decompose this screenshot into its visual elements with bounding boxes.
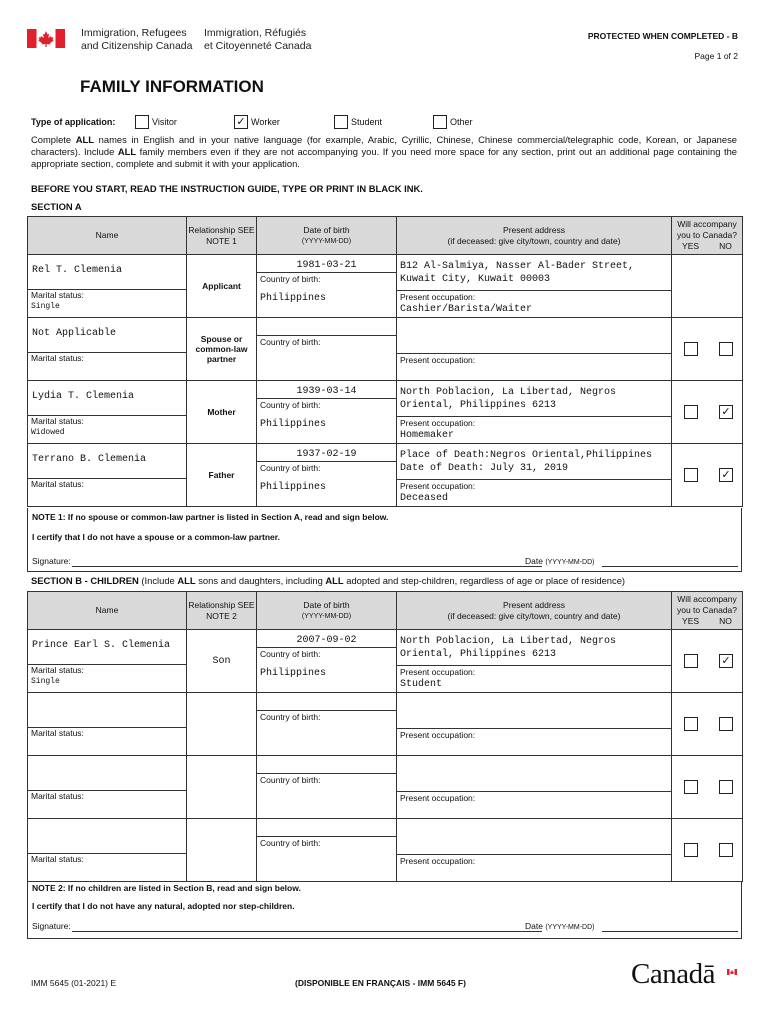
application-type-row — [31, 115, 751, 131]
accompany-no-checkbox[interactable] — [719, 342, 733, 356]
accompany-no-checkbox[interactable] — [719, 405, 733, 419]
page-title: FAMILY INFORMATION — [80, 77, 264, 96]
address-cell[interactable] — [397, 630, 672, 693]
dob-value: 1981-03-21 — [296, 260, 357, 271]
address-header-text: Present address — [503, 224, 565, 235]
section-a-table — [27, 216, 743, 507]
dob-cell[interactable] — [257, 819, 397, 882]
accompany-cell — [672, 819, 743, 882]
country-of-birth-value: Philippines — [260, 293, 327, 304]
relationship-value: Applicant — [202, 281, 241, 291]
member-row — [28, 318, 743, 381]
marital-status-value: Widowed — [31, 428, 65, 437]
address-cell[interactable] — [397, 255, 672, 318]
dob-separator — [257, 461, 396, 462]
note1-signature-label: Signature: — [32, 556, 71, 566]
section-b-title — [31, 575, 625, 586]
occupation-value: Homemaker — [400, 430, 455, 441]
relationship-value: Father — [208, 470, 235, 480]
accompany-cell — [672, 756, 743, 819]
relationship-cell[interactable] — [187, 444, 257, 507]
occupation-value: Deceased — [400, 493, 449, 504]
note2-signature-field[interactable] — [72, 931, 542, 932]
name-cell[interactable] — [28, 318, 187, 381]
marital-status-label: Marital status: — [31, 791, 84, 801]
relationship-cell[interactable] — [187, 693, 257, 756]
note1-date-field[interactable] — [602, 566, 738, 567]
note1-box — [27, 508, 742, 572]
dob-format-text: (YYYY-MM-DD) — [301, 612, 352, 620]
occupation-label: Present occupation: — [400, 793, 476, 803]
accompany-yes-checkbox[interactable] — [684, 468, 698, 482]
relationship-value — [187, 819, 256, 881]
address-cell[interactable] — [397, 444, 672, 507]
relationship-cell[interactable] — [187, 756, 257, 819]
note2-signature-label: Signature: — [32, 921, 71, 931]
occupation-label: Present occupation: — [400, 856, 476, 866]
agency-fr-line1: Immigration, Réfugiés — [204, 27, 307, 39]
member-row — [28, 381, 743, 444]
note2-text: NOTE 2: If no children are listed in Section B, read and sign below. — [32, 883, 301, 893]
accompany-yes-checkbox[interactable] — [684, 717, 698, 731]
other-checkbox[interactable] — [433, 115, 447, 129]
dob-format-text: (YYYY-MM-DD) — [301, 237, 352, 245]
dob-separator — [257, 272, 396, 273]
occupation-label: Present occupation: — [400, 667, 476, 677]
country-of-birth-label: Country of birth: — [260, 775, 321, 785]
section-b-title-all1: ALL — [177, 575, 196, 586]
no-header: NO — [719, 616, 732, 626]
accompany-no-checkbox[interactable] — [719, 654, 733, 668]
dob-value: 1937-02-19 — [296, 449, 357, 460]
section-b-table — [27, 591, 743, 882]
address-column-header — [397, 592, 672, 630]
relationship-value: Mother — [207, 407, 236, 417]
relationship-header-text: Relationship SEE NOTE 2 — [188, 599, 255, 621]
note2-date-label — [525, 921, 594, 931]
instructions-paragraph — [31, 134, 737, 170]
address-value: North Poblacion, La Libertad, Negros Oriental, Philippines 6213 — [400, 387, 617, 411]
note1-text: NOTE 1: If no spouse or common-law partner is listed in Section A, read and sign below. — [32, 512, 389, 522]
accompany-cell — [672, 318, 743, 381]
occupation-label: Present occupation: — [400, 418, 476, 428]
relationship-cell[interactable] — [187, 381, 257, 444]
address-separator — [397, 665, 671, 666]
occupation-label: Present occupation: — [400, 292, 476, 302]
relationship-cell[interactable] — [187, 630, 257, 693]
note1-date-text: Date — [525, 556, 543, 566]
application-type-label: Type of application: — [31, 117, 116, 127]
name-column-header — [28, 592, 187, 630]
dob-separator — [257, 773, 396, 774]
form-id: IMM 5645 (01-2021) E — [31, 978, 117, 988]
agency-name-english — [81, 27, 193, 53]
canada-wordmark: Canadā — [631, 958, 715, 990]
accompany-header-text: Will accompany you to Canada? — [676, 219, 738, 240]
full-name-value: Lydia T. Clemenia — [32, 391, 135, 402]
relationship-header-text: Relationship SEE NOTE 1 — [188, 224, 255, 246]
country-of-birth-label: Country of birth: — [260, 337, 321, 347]
name-header-text: Name — [95, 230, 119, 240]
address-cell[interactable] — [397, 693, 672, 756]
member-row — [28, 444, 743, 507]
section-b-rows — [28, 630, 743, 882]
occupation-value: Student — [400, 679, 443, 690]
section-b-title-all2: ALL — [325, 575, 344, 586]
address-cell[interactable] — [397, 819, 672, 882]
address-column-header — [397, 217, 672, 255]
no-check-mark: ✓ — [721, 655, 731, 667]
relationship-value — [187, 756, 256, 818]
dob-separator — [257, 647, 396, 648]
address-separator — [397, 353, 671, 354]
occupation-label: Present occupation: — [400, 730, 476, 740]
country-of-birth-label: Country of birth: — [260, 400, 321, 410]
protected-label: PROTECTED WHEN COMPLETED - B — [587, 31, 738, 41]
name-header-text: Name — [95, 605, 119, 615]
worker-label: Worker — [251, 117, 280, 127]
address-cell[interactable] — [397, 381, 672, 444]
full-name-value: Terrano B. Clemenia — [32, 454, 147, 465]
dob-separator — [257, 398, 396, 399]
dob-cell[interactable] — [257, 255, 397, 318]
address-cell[interactable] — [397, 756, 672, 819]
student-checkbox[interactable] — [334, 115, 348, 129]
section-b-title-part4: adopted and step-children, regardless of age or place of residence) — [343, 575, 626, 586]
marital-status-label: Marital status: — [31, 416, 84, 426]
accompany-no-checkbox[interactable] — [719, 843, 733, 857]
agency-en-line2: and Citizenship Canada — [81, 40, 193, 52]
accompany-yes-checkbox[interactable] — [684, 843, 698, 857]
note2-date-field[interactable] — [602, 931, 738, 932]
accompany-yes-checkbox[interactable] — [684, 342, 698, 356]
relationship-cell[interactable] — [187, 255, 257, 318]
note1-signature-field[interactable] — [72, 566, 542, 567]
marital-status-label: Marital status: — [31, 665, 84, 675]
full-name-value: Prince Earl S. Clemenia — [32, 640, 171, 651]
accompany-yes-checkbox[interactable] — [684, 780, 698, 794]
dob-separator — [257, 335, 396, 336]
yes-header: YES — [682, 241, 700, 251]
section-a-title: SECTION A — [31, 201, 82, 212]
other-label: Other — [450, 117, 473, 127]
dob-column-header — [257, 592, 397, 630]
accompany-cell — [672, 693, 743, 756]
no-check-mark: ✓ — [721, 406, 731, 418]
marital-status-label: Marital status: — [31, 353, 84, 363]
accompany-no-checkbox[interactable] — [719, 717, 733, 731]
address-value: B12 Al-Salmiya, Nasser Al-Bader Street, Kuwait City, Kuwait 00003 — [400, 261, 635, 285]
country-of-birth-label: Country of birth: — [260, 838, 321, 848]
address-separator — [397, 728, 671, 729]
accompany-column-header — [672, 592, 743, 630]
accompany-cell — [672, 255, 743, 318]
name-cell[interactable] — [28, 444, 187, 507]
intro-part1: Complete — [31, 134, 76, 145]
address-header-text: Present address — [503, 599, 565, 610]
marital-status-value: Single — [31, 302, 60, 311]
dob-header-text: Date of birth — [303, 224, 350, 235]
section-b-header-row — [28, 592, 743, 630]
relationship-column-header — [187, 592, 257, 630]
country-of-birth-value: Philippines — [260, 668, 327, 679]
address-sub-text: (if deceased: give city/town, country and date) — [447, 235, 621, 246]
intro-all1: ALL — [75, 134, 95, 145]
marital-status-label: Marital status: — [31, 479, 84, 489]
full-name-value: Not Applicable — [32, 328, 117, 339]
note1-date-label — [525, 556, 594, 566]
dob-separator — [257, 836, 396, 837]
intro-all2: ALL — [117, 146, 137, 157]
marital-status-label: Marital status: — [31, 854, 84, 864]
child-row — [28, 630, 743, 693]
occupation-label: Present occupation: — [400, 481, 476, 491]
marital-status-value: Single — [31, 677, 60, 686]
student-label: Student — [351, 117, 383, 127]
accompany-cell — [672, 630, 743, 693]
address-separator — [397, 479, 671, 480]
no-check-mark: ✓ — [721, 469, 731, 481]
worker-checkbox[interactable] — [234, 115, 248, 129]
name-cell[interactable] — [28, 819, 187, 882]
dob-column-header — [257, 217, 397, 255]
section-b-title-part2: (Include — [138, 575, 178, 586]
dob-cell[interactable] — [257, 444, 397, 507]
accompany-cell — [672, 444, 743, 507]
marital-status-label: Marital status: — [31, 728, 84, 738]
dob-cell[interactable] — [257, 630, 397, 693]
section-b-title-part3: sons and daughters, including — [195, 575, 326, 586]
french-version-note: (DISPONIBLE EN FRANÇAIS - IMM 5645 F) — [295, 978, 466, 988]
address-separator — [397, 854, 671, 855]
note2-date-text: Date — [525, 921, 543, 931]
note1-date-format: (YYYY-MM-DD) — [545, 559, 595, 566]
section-b-title-part1: SECTION B - CHILDREN — [31, 575, 139, 586]
accompany-column-header — [672, 217, 743, 255]
address-value: Place of Death:Negros Oriental,Philippines Date of Death: July 31, 2019 — [400, 450, 653, 474]
before-start-notice: BEFORE YOU START, READ THE INSTRUCTION GUIDE, TYPE OR PRINT IN BLACK INK. — [31, 183, 423, 194]
occupation-value: Cashier/Barista/Waiter — [400, 304, 533, 315]
accompany-header-text: Will accompany you to Canada? — [676, 594, 738, 615]
name-cell[interactable] — [28, 630, 187, 693]
child-row — [28, 693, 743, 756]
visitor-checkbox[interactable] — [135, 115, 149, 129]
accompany-cell — [672, 381, 743, 444]
dob-cell[interactable] — [257, 381, 397, 444]
address-separator — [397, 416, 671, 417]
agency-name-french — [204, 27, 311, 53]
canada-flag-icon — [27, 29, 65, 48]
agency-en-line1: Immigration, Refugees — [81, 27, 187, 39]
country-of-birth-value: Philippines — [260, 482, 327, 493]
relationship-column-header — [187, 217, 257, 255]
relationship-value: Spouse or common-law partner — [195, 334, 248, 364]
dob-value: 2007-09-02 — [296, 635, 357, 646]
name-cell[interactable] — [28, 255, 187, 318]
full-name-value: Rel T. Clemenia — [32, 265, 123, 276]
name-cell[interactable] — [28, 756, 187, 819]
worker-check-mark: ✓ — [236, 116, 246, 128]
note2-certify: I certify that I do not have any natural, adopted nor step-children. — [32, 901, 295, 911]
page-number: Page 1 of 2 — [694, 51, 738, 61]
dob-header-text: Date of birth — [303, 599, 350, 610]
accompany-no-checkbox[interactable] — [719, 780, 733, 794]
relationship-cell[interactable] — [187, 318, 257, 381]
dob-cell[interactable] — [257, 693, 397, 756]
intro-part3: family members even if they are not accompanying you. If you need more space for any section, print out an additional page containing the appropriate section, complete and submit it with your application. — [31, 146, 737, 169]
relationship-value — [187, 693, 256, 755]
child-row — [28, 819, 743, 882]
country-of-birth-label: Country of birth: — [260, 649, 321, 659]
country-of-birth-label: Country of birth: — [260, 712, 321, 722]
accompany-yes-checkbox[interactable] — [684, 405, 698, 419]
country-of-birth-label: Country of birth: — [260, 463, 321, 473]
name-cell[interactable] — [28, 693, 187, 756]
visitor-label: Visitor — [152, 117, 177, 127]
dob-value: 1939-03-14 — [296, 386, 357, 397]
intro-part2: names in English and in your native language (for example, Arabic, Cyrillic, Chinese, Chinese commercial/telegraphic code, Korean, or Japanese characters). Include — [31, 134, 737, 157]
dob-separator — [257, 710, 396, 711]
occupation-label: Present occupation: — [400, 355, 476, 365]
marital-status-label: Marital status: — [31, 290, 84, 300]
note2-box — [27, 881, 742, 939]
address-cell[interactable] — [397, 318, 672, 381]
accompany-yes-checkbox[interactable] — [684, 654, 698, 668]
agency-fr-line2: et Citoyenneté Canada — [204, 40, 312, 52]
relationship-cell[interactable] — [187, 819, 257, 882]
child-row — [28, 756, 743, 819]
dob-cell[interactable] — [257, 318, 397, 381]
accompany-no-checkbox[interactable] — [719, 468, 733, 482]
country-of-birth-label: Country of birth: — [260, 274, 321, 284]
address-separator — [397, 791, 671, 792]
no-header: NO — [719, 241, 732, 251]
address-sub-text: (if deceased: give city/town, country and date) — [447, 610, 621, 621]
section-a-header-row — [28, 217, 743, 255]
section-a-rows — [28, 255, 743, 507]
name-column-header — [28, 217, 187, 255]
country-of-birth-value: Philippines — [260, 419, 327, 430]
note1-certify: I certify that I do not have a spouse or a common-law partner. — [32, 532, 280, 542]
dob-cell[interactable] — [257, 756, 397, 819]
name-cell[interactable] — [28, 381, 187, 444]
address-separator — [397, 290, 671, 291]
yes-header: YES — [682, 616, 700, 626]
wordmark-flag-icon — [727, 962, 737, 968]
relationship-value: Son — [212, 655, 231, 667]
member-row — [28, 255, 743, 318]
note2-date-format: (YYYY-MM-DD) — [545, 924, 595, 931]
address-value: North Poblacion, La Libertad, Negros Oriental, Philippines 6213 — [400, 636, 617, 660]
